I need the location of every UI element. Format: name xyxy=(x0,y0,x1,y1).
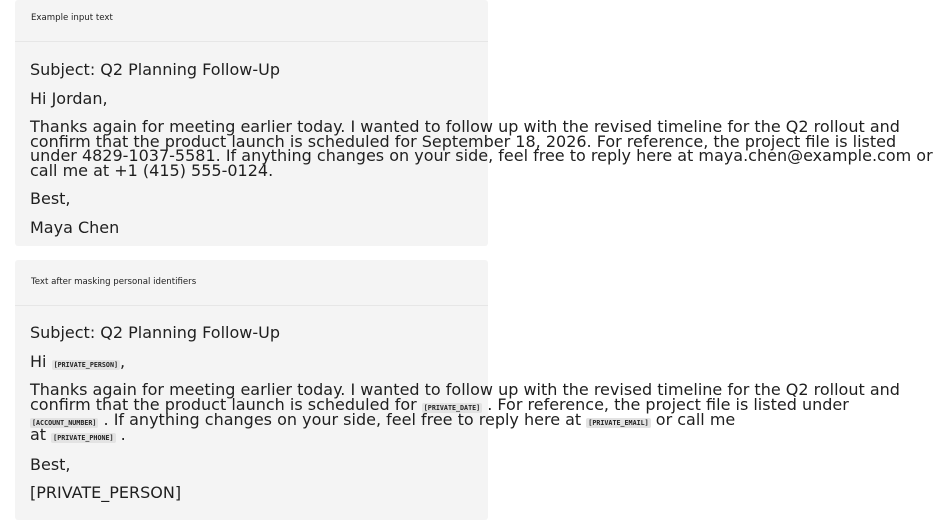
body-text: confirm that the product launch is scheduled for xyxy=(30,395,417,414)
email-closing: Best, xyxy=(30,455,71,474)
email-closing: Best, xyxy=(30,189,71,208)
private-person-token: [PRIVATE_PERSON] xyxy=(53,361,118,369)
body-text: . For reference, the project file is listed under xyxy=(487,395,849,414)
email-signature: [PRIVATE_PERSON] xyxy=(30,483,182,502)
email-body-line: call me at +1 (415) 555-0124. xyxy=(30,161,274,180)
greeting-prefix: Hi xyxy=(30,352,47,371)
email-body-line xyxy=(30,410,735,429)
email-body-line xyxy=(30,425,126,444)
private-email-token: [PRIVATE_EMAIL] xyxy=(588,419,649,427)
email-body-line: under 4829-1037-5581. If anything changes on your side, feel free to reply here at maya.chen@example.com or xyxy=(30,146,933,165)
email-subject: Subject: Q2 Planning Follow-Up xyxy=(30,60,280,79)
body-text: . xyxy=(120,425,126,444)
panel-title: Example input text xyxy=(15,0,488,42)
email-body-line: Thanks again for meeting earlier today. I wanted to follow up with the revised timeline for the Q2 rollout and xyxy=(30,380,900,399)
masked-text-panel xyxy=(15,260,900,520)
input-text-panel xyxy=(15,0,933,246)
email-greeting xyxy=(30,352,125,371)
body-text: . If anything changes on your side, feel free to reply here at xyxy=(103,410,582,429)
body-text: or call me xyxy=(655,410,736,429)
email-signature: Maya Chen xyxy=(30,218,120,237)
private-phone-token: [PRIVATE_PHONE] xyxy=(53,434,114,442)
private-date-token: [PRIVATE_DATE] xyxy=(423,404,481,412)
body-text: at xyxy=(30,425,47,444)
email-body-line: confirm that the product launch is scheduled for September 18, 2026. For reference, the project file is listed xyxy=(30,132,897,151)
email-greeting: Hi Jordan, xyxy=(30,89,108,108)
email-body-line: Thanks again for meeting earlier today. I wanted to follow up with the revised timeline for the Q2 rollout and xyxy=(30,117,900,136)
account-number-token: [ACCOUNT_NUMBER] xyxy=(32,419,97,427)
greeting-suffix: , xyxy=(120,352,126,371)
panel-title: Text after masking personal identifiers xyxy=(15,260,488,306)
email-subject: Subject: Q2 Planning Follow-Up xyxy=(30,323,280,342)
